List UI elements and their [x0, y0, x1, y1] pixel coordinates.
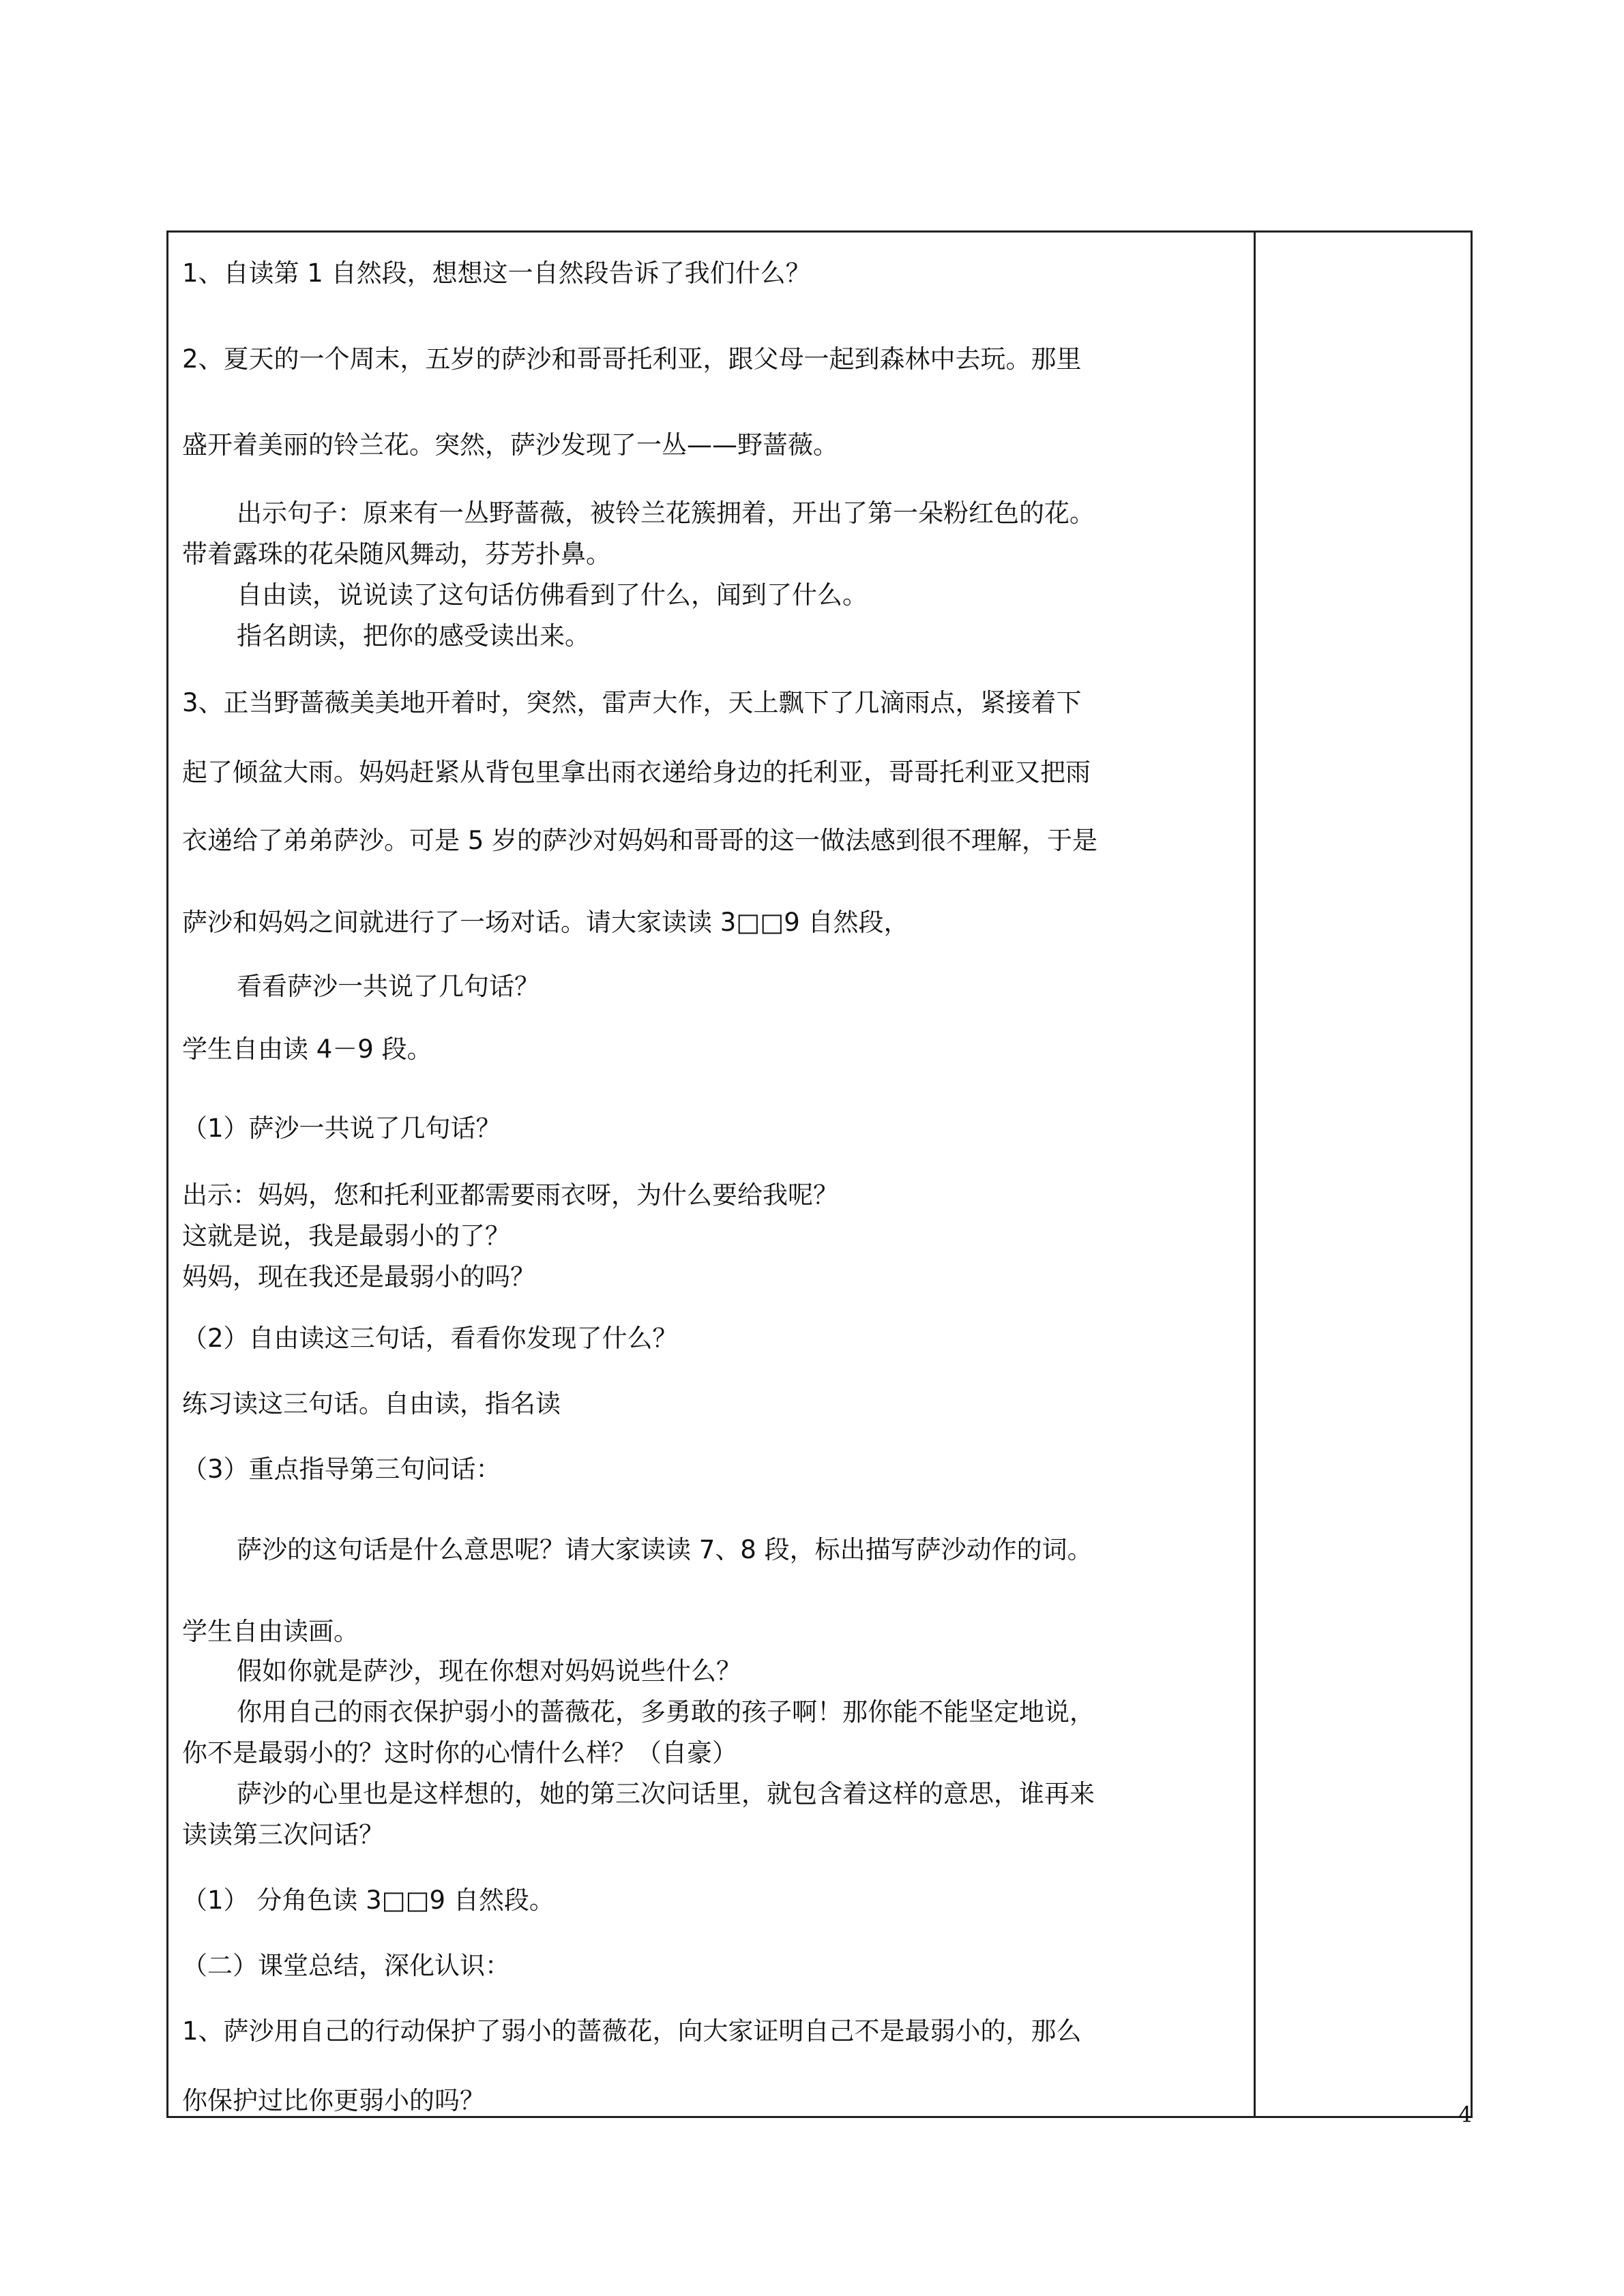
- text-line: （1）萨沙一共说了几句话？: [182, 1114, 501, 1143]
- text-line: 2、夏天的一个周末，五岁的萨沙和哥哥托利亚，跟父母一起到森林中去玩。那里: [182, 344, 1082, 374]
- text-line: 假如你就是萨沙，现在你想对妈妈说些什么？: [237, 1656, 741, 1686]
- text-line: 出示句子：原来有一丛野蔷薇，被铃兰花簇拥着，开出了第一朵粉红色的花。: [237, 498, 1095, 528]
- text-line: 带着露珠的花朵随风舞动，芬芳扑鼻。: [182, 539, 611, 569]
- text-line: 自由读，说说读了这句话仿佛看到了什么，闻到了什么。: [237, 580, 868, 610]
- text-line: 3、正当野蔷薇美美地开着时，突然，雷声大作，天上飘下了几滴雨点，紧接着下: [182, 688, 1082, 717]
- text-line: 妈妈，现在我还是最弱小的吗？: [182, 1262, 535, 1292]
- text-line: 衣递给了弟弟萨沙。可是 5 岁的萨沙对妈妈和哥哥的这一做法感到很不理解，于是: [182, 826, 1098, 855]
- text-line: （2）自由读这三句话，看看你发现了什么？: [182, 1324, 678, 1353]
- page-number: 4: [1458, 2102, 1473, 2128]
- text-line: 你保护过比你更弱小的吗？: [182, 2086, 485, 2115]
- text-line: 看看萨沙一共说了几句话？: [237, 972, 540, 1001]
- text-line: 学生自由读画。: [182, 1617, 359, 1646]
- text-line: （二）课堂总结，深化认识：: [182, 1951, 510, 1980]
- text-line: 起了倾盆大雨。妈妈赶紧从背包里拿出雨衣递给身边的托利亚，哥哥托利亚又把雨: [182, 758, 1091, 787]
- text-line: （1） 分角色读 3□□9 自然段。: [182, 1885, 555, 1915]
- text-line: 读读第三次问话？: [182, 1820, 384, 1849]
- text-line: 出示：妈妈，您和托利亚都需要雨衣呀，为什么要给我呢？: [182, 1180, 838, 1210]
- text-line: 盛开着美丽的铃兰花。突然，萨沙发现了一丛——野蔷薇。: [182, 430, 838, 460]
- lesson-content-cell: [168, 233, 1254, 2116]
- notes-cell: [1256, 233, 1471, 2116]
- text-line: 学生自由读 4－9 段。: [182, 1034, 432, 1064]
- text-line: （3）重点指导第三句问话：: [182, 1455, 501, 1484]
- text-line: 萨沙的心里也是这样想的，她的第三次问话里，就包含着这样的意思，谁再来: [237, 1779, 1095, 1808]
- text-line: 1、萨沙用自己的行动保护了弱小的蔷薇花，向大家证明自己不是最弱小的，那么: [182, 2016, 1082, 2046]
- text-line: 指名朗读，把你的感受读出来。: [237, 621, 590, 651]
- text-line: 萨沙和妈妈之间就进行了一场对话。请大家读读 3□□9 自然段，: [182, 908, 909, 937]
- text-line: 练习读这三句话。自由读，指名读: [182, 1389, 561, 1418]
- text-line: 这就是说，我是最弱小的了？: [182, 1221, 510, 1251]
- lesson-table: [166, 230, 1473, 2118]
- text-line: 1、自读第 1 自然段，想想这一自然段告诉了我们什么？: [182, 258, 811, 288]
- text-line: 萨沙的这句话是什么意思呢？请大家读读 7、8 段，标出描写萨沙动作的词。: [237, 1535, 1093, 1564]
- text-line: 你不是最弱小的？这时你的心情什么样？（自豪）: [182, 1738, 737, 1768]
- text-line: 你用自己的雨衣保护弱小的蔷薇花，多勇敢的孩子啊！那你能不能坚定地说，: [237, 1697, 1095, 1727]
